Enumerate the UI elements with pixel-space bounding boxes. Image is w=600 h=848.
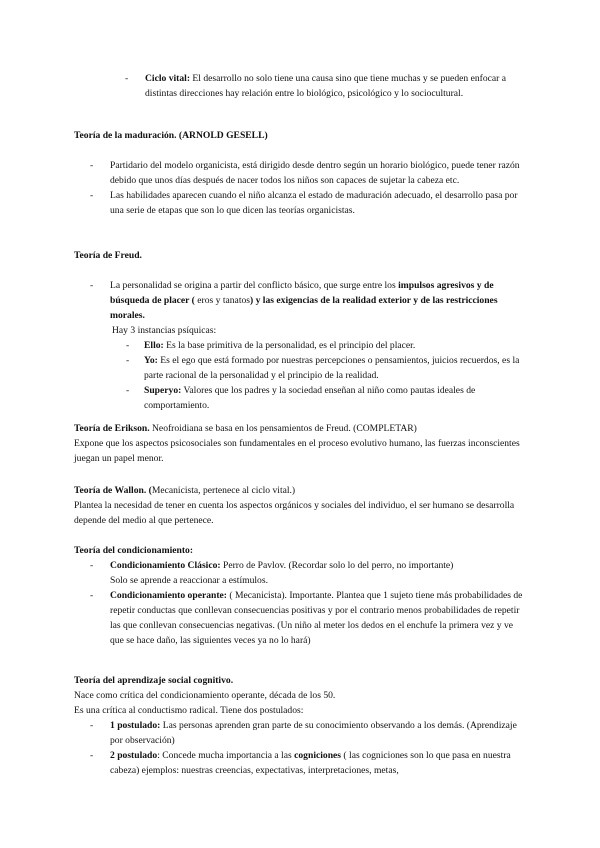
cogniciones-term: cogniciones bbox=[294, 750, 342, 761]
freud-bold-2: ) y las exigencias de la realidad exterior y de las restricciones morales. bbox=[110, 295, 498, 321]
wallon-heading-line bbox=[74, 483, 529, 498]
condicionamiento-section bbox=[74, 543, 529, 648]
freud-heading: Teoría de Freud. bbox=[74, 250, 142, 261]
wallon-inline: Mecanicista, pertenece al ciclo vital.) bbox=[151, 485, 296, 496]
postulado-2-item bbox=[74, 748, 529, 778]
erikson-text: Expone que los aspectos psicosociales son fundamentales en el proceso evolutivo humano, las fuerzas inconscientes juegan un papel menor. bbox=[74, 438, 520, 464]
ciclo-vital-term: Ciclo vital: bbox=[145, 73, 191, 84]
maduracion-item: - Partidario del modelo organicista, está dirigido desde dentro según un horario biológico, puede tener razón debido que unos días después de nacer todos los niños son capaces de sujetar la cabeza etc. bbox=[74, 158, 529, 188]
aprendizaje-line2: Es una crítica al conductismo radical. Tiene dos postulados: bbox=[74, 705, 304, 716]
freud-text-2: eros y tanatos bbox=[194, 295, 251, 306]
operante-text: ( Mecanicista). Importante. Plantea que 1 sujeto tiene más probabilidades de repetir conductas que conllevan consecuencias positivas y por el contrario menos probabilidades de repetir las que conllevan consecuencias negativas. (Un niño al meter los dedos en el enchufe la primera vez y ve que se hace daño, las siguientes veces ya no lo hará) bbox=[110, 590, 523, 646]
postulado-2-text-2: ( las cogniciones son lo que pasa en nuestra cabeza) ejemplos: nuestras creencias, expectativas, interpretaciones, metas, bbox=[110, 750, 511, 776]
maduracion-section bbox=[74, 128, 529, 218]
aprendizaje-section bbox=[74, 673, 529, 778]
ciclo-vital-section bbox=[74, 71, 529, 101]
superyo-term: Superyo: bbox=[144, 385, 182, 396]
erikson-heading-line bbox=[74, 421, 529, 436]
freud-sub-item bbox=[74, 338, 529, 353]
ciclo-vital-text: El desarrollo no solo tiene una causa sino que tiene muchas y se pueden enfocar a distintas direcciones hay relación entre lo biológico, psicológico y lo sociocultural. bbox=[145, 73, 506, 99]
maduracion-item: - Las habilidades aparecen cuando el niño alcanza el estado de maduración adecuado, el desarrollo pasa por una serie de etapas que son lo que dicen las teorías organicistas. bbox=[74, 188, 529, 218]
condicionamiento-operante-item bbox=[74, 588, 529, 648]
freud-sub-item bbox=[74, 383, 529, 413]
erikson-inline: Neofroidiana se basa en los pensamientos de Freud. (COMPLETAR) bbox=[149, 423, 417, 434]
operante-term: Condicionamiento operante: bbox=[110, 590, 227, 601]
maduracion-heading: Teoría de la maduración. (ARNOLD GESELL) bbox=[74, 130, 268, 141]
clasico-term: Condicionamiento Clásico: bbox=[110, 560, 221, 571]
wallon-text: Plantea la necesidad de tener en cuenta los aspectos orgánicos y sociales del individuo, el ser humano se desarrolla depende del medio al que pertenece. bbox=[74, 500, 515, 526]
postulado-2-text-1: : Concede mucha importancia a las bbox=[157, 750, 295, 761]
yo-term: Yo: bbox=[144, 355, 158, 366]
postulado-1-term: 1 postulado: bbox=[110, 720, 161, 731]
erikson-heading: Teoría de Erikson. bbox=[74, 423, 150, 434]
ciclo-vital-item bbox=[74, 71, 529, 101]
wallon-heading: Teoría de Wallon. ( bbox=[74, 485, 152, 496]
clasico-text: Perro de Pavlov. (Recordar solo lo del perro, no importante) bbox=[220, 560, 454, 571]
ello-term: Ello: bbox=[144, 340, 164, 351]
freud-sub-item bbox=[74, 353, 529, 383]
freud-bold-1: impulsos agresivos y de búsqueda de placer ( bbox=[110, 280, 494, 306]
erikson-section bbox=[74, 421, 529, 466]
clasico-cont: Solo se aprende a reaccionar a estímulos. bbox=[110, 575, 268, 586]
yo-text: Es el ego que está formado por nuestras percepciones o pensamientos, juicios recuerdos, es la parte racional de la personalidad y el principio de la realidad. bbox=[144, 355, 520, 381]
condicionamiento-clasico-item bbox=[74, 558, 529, 588]
postulado-1-text: Las personas aprenden gran parte de su conocimiento observando a los demás. (Aprendizaje por observación) bbox=[110, 720, 517, 746]
ello-text: Es la base primitiva de la personalidad, es el principio del placer. bbox=[163, 340, 416, 351]
wallon-section bbox=[74, 483, 529, 528]
condicionamiento-heading: Teoría del condicionamiento: bbox=[74, 545, 194, 556]
aprendizaje-heading: Teoría del aprendizaje social cognitivo. bbox=[74, 675, 234, 686]
freud-instancias: Hay 3 instancias psíquicas: bbox=[112, 325, 217, 336]
postulado-2-term: 2 postulado bbox=[110, 750, 158, 761]
freud-item bbox=[74, 278, 529, 323]
freud-text-1: La personalidad se origina a partir del conflicto básico, que surge entre los bbox=[110, 280, 399, 291]
postulado-1-item bbox=[74, 718, 529, 748]
freud-section bbox=[74, 248, 529, 413]
superyo-text: Valores que los padres y la sociedad enseñan al niño como pautas ideales de comportamiento. bbox=[144, 385, 476, 411]
aprendizaje-line1: Nace como crítica del condicionamiento operante, década de los 50. bbox=[74, 690, 336, 701]
